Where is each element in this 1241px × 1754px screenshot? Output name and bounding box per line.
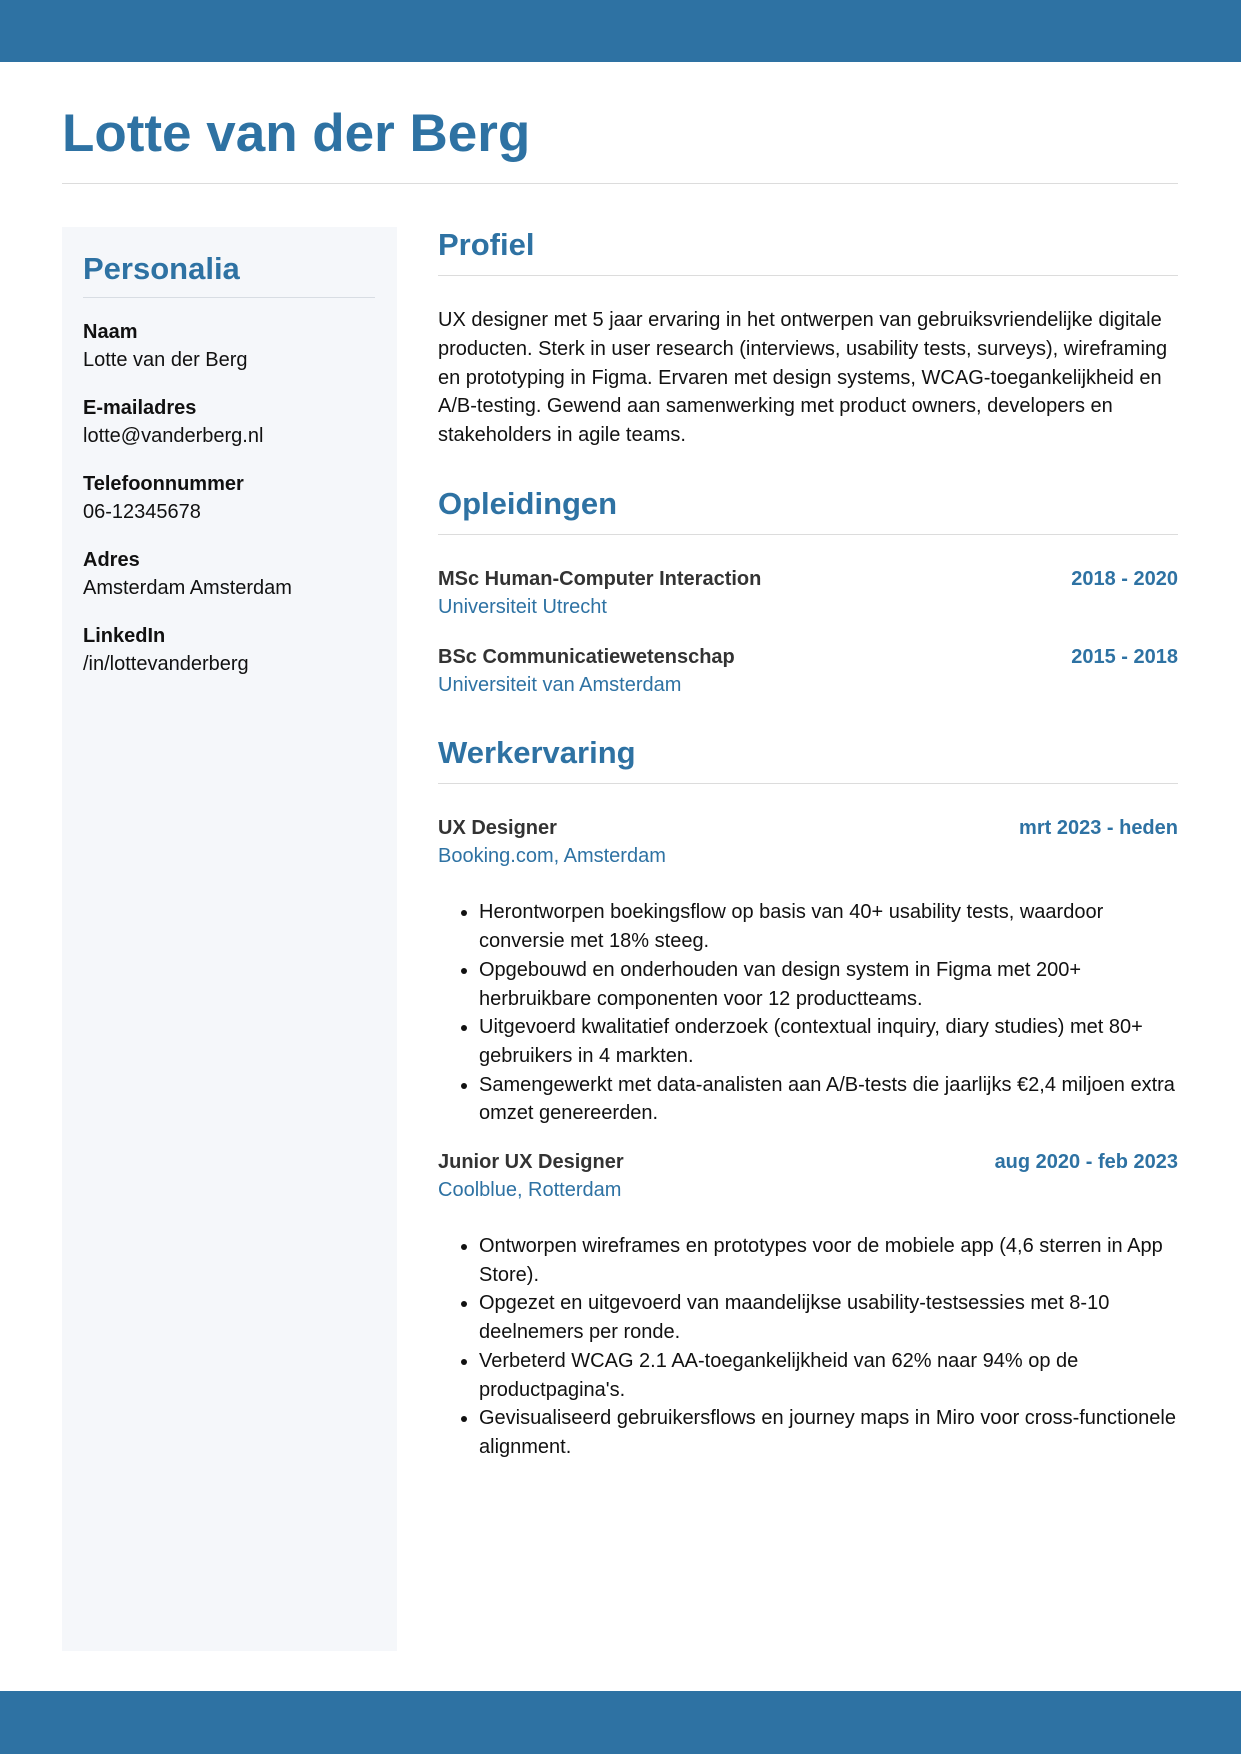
job-list xyxy=(438,814,1178,1461)
job-company: Booking.com, Amsterdam xyxy=(438,845,666,868)
education-dates: 2018 - 2020 xyxy=(1071,568,1178,591)
contact-label: Telefoonnummer xyxy=(83,473,244,496)
job-dates: mrt 2023 - heden xyxy=(1019,817,1178,840)
job-bullet: • Opgebouwd en onderhouden van design system in Figma met 200+ herbruikbare componenten voor 12 productteams. xyxy=(479,956,1178,1013)
institution-name: Universiteit Utrecht xyxy=(438,596,607,619)
education-list xyxy=(438,565,1178,699)
contact-value: lotte@vanderberg.nl xyxy=(83,425,264,448)
section-title-experience: Werkervaring xyxy=(438,733,1178,784)
education-section xyxy=(438,484,1178,699)
job-company: Coolblue, Rotterdam xyxy=(438,1179,622,1202)
contact-list xyxy=(83,318,375,678)
profile-section xyxy=(438,225,1178,450)
job-dates: aug 2020 - feb 2023 xyxy=(994,1151,1178,1174)
job-entry xyxy=(438,1148,1178,1462)
contact-label: Adres xyxy=(83,549,140,572)
contact-label: E-mailadres xyxy=(83,397,197,420)
contact-label: LinkedIn xyxy=(83,625,166,648)
education-entry xyxy=(438,643,1178,699)
education-entry xyxy=(438,565,1178,621)
job-bullet: • Gevisualiseerd gebruikersflows en journey maps in Miro voor cross-functionele alignment. xyxy=(479,1404,1178,1461)
section-title-profile: Profiel xyxy=(438,225,1178,276)
contact-item-email xyxy=(83,394,375,450)
job-bullet: • Uitgevoerd kwalitatief onderzoek (contextual inquiry, diary studies) met 80+ gebruikers in 4 markten. xyxy=(479,1013,1178,1070)
experience-section xyxy=(438,733,1178,1462)
education-dates: 2015 - 2018 xyxy=(1071,646,1178,669)
degree-title: MSc Human-Computer Interaction xyxy=(438,568,762,591)
degree-title: BSc Communicatiewetenschap xyxy=(438,646,735,669)
contact-item-linkedin xyxy=(83,622,375,678)
job-role: Junior UX Designer xyxy=(438,1151,624,1174)
job-bullet-list xyxy=(438,1232,1178,1462)
contact-item-name xyxy=(83,318,375,374)
job-bullet: • Herontworpen boekingsflow op basis van 40+ usability tests, waardoor conversie met 18% steeg. xyxy=(479,898,1178,955)
resume-name: Lotte van der Berg xyxy=(62,104,531,163)
main-content xyxy=(438,225,1178,1482)
job-bullet: • Opgezet en uitgevoerd van maandelijkse usability-testsessies met 8-10 deelnemers per ronde. xyxy=(479,1289,1178,1346)
contact-item-phone xyxy=(83,470,375,526)
footer-band xyxy=(0,1691,1241,1754)
section-title-education: Opleidingen xyxy=(438,484,1178,535)
job-bullet: • Samengewerkt met data-analisten aan A/B-tests die jaarlijks €2,4 miljoen extra omzet genereerden. xyxy=(479,1071,1178,1128)
job-entry xyxy=(438,814,1178,1128)
job-bullet: • Verbeterd WCAG 2.1 AA-toegankelijkheid van 62% naar 94% op de productpagina's. xyxy=(479,1347,1178,1404)
header-divider xyxy=(62,183,1178,184)
sidebar-title: Personalia xyxy=(83,249,375,298)
contact-value: Lotte van der Berg xyxy=(83,349,248,372)
contact-label: Naam xyxy=(83,321,138,344)
personal-details-sidebar xyxy=(62,227,397,1651)
contact-value: 06-12345678 xyxy=(83,501,201,524)
header-band xyxy=(0,0,1241,62)
contact-value: Amsterdam Amsterdam xyxy=(83,577,292,600)
institution-name: Universiteit van Amsterdam xyxy=(438,674,682,697)
job-bullet-list xyxy=(438,898,1178,1128)
contact-item-address xyxy=(83,546,375,602)
job-bullet: • Ontworpen wireframes en prototypes voor de mobiele app (4,6 sterren in App Store). xyxy=(479,1232,1178,1289)
contact-value: /in/lottevanderberg xyxy=(83,653,249,676)
job-role: UX Designer xyxy=(438,817,557,840)
profile-text: UX designer met 5 jaar ervaring in het ontwerpen van gebruiksvriendelijke digitale producten. Sterk in user research (interviews, usability tests, surveys), wireframing en prototyping in Figma. Ervaren met design systems, WCAG-toegankelijkheid en A/B-testing. Gewend aan samenwerking met product owners, developers en stakeholders in agile teams. xyxy=(438,309,1168,447)
